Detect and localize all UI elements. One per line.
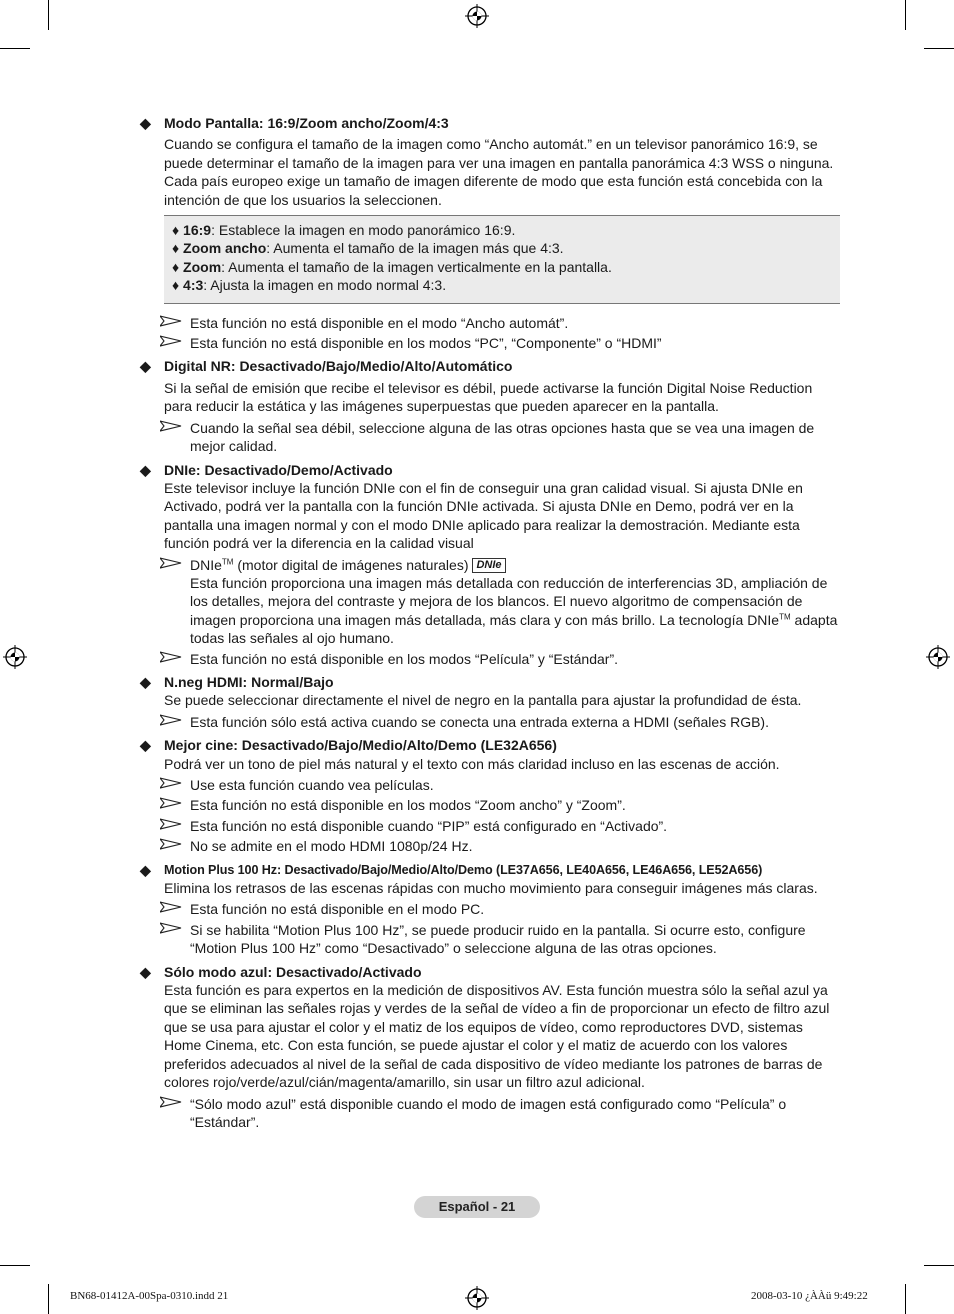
note-text: Si se habilita “Motion Plus 100 Hz”, se puede producir ruido en la pantalla. Si ocurre esto, configure “Motion Plus 100 Hz” como “Desactivado” o seleccione alguna de las otras opciones. bbox=[190, 921, 806, 957]
section-solo-modo-azul bbox=[140, 963, 840, 1132]
option-item: ♦ 16:9: Establece la imagen en modo panorámico 16:9. bbox=[172, 222, 516, 239]
section-title-text: Mejor cine: Desactivado/Bajo/Medio/Alto/Demo (LE32A656) bbox=[164, 737, 557, 754]
option-text: : Aumenta el tamaño de la imagen verticalmente en la pantalla. bbox=[221, 258, 612, 275]
section-title-text: DNIe: Desactivado/Demo/Activado bbox=[164, 461, 393, 478]
crop-mark bbox=[48, 0, 49, 30]
option-text: : Ajusta la imagen en modo normal 4:3. bbox=[203, 277, 447, 294]
print-slug-file: BN68-01412A-00Spa-0310.indd 21 bbox=[70, 1290, 229, 1302]
note bbox=[140, 837, 840, 855]
crop-mark bbox=[924, 48, 954, 49]
option-label: Zoom bbox=[183, 258, 222, 275]
option-box bbox=[164, 215, 840, 304]
arrow-note-icon bbox=[160, 797, 182, 809]
arrow-note-icon bbox=[160, 1096, 182, 1108]
note-text: Esta función proporciona una imagen más detallada con reducción de interferencias 3D, ampliación de los detalles, mejora del contraste y mejora de los blancos. El nuevo algoritmo de compensación de imagen proporciona una imagen más detallada, más clara y con más brillo. La tecnología DNIe bbox=[190, 574, 828, 628]
section-title bbox=[140, 736, 840, 754]
arrow-note-icon bbox=[160, 777, 182, 789]
option-label: Zoom ancho bbox=[183, 240, 267, 257]
option-item: ♦ Zoom ancho: Aumenta el tamaño de la imagen más que 4:3. bbox=[172, 240, 564, 257]
note bbox=[140, 900, 840, 918]
crop-mark bbox=[0, 48, 30, 49]
note-text: Esta función no está disponible en el modo “Ancho automát”. bbox=[190, 314, 569, 331]
dnie-logo-icon: DNIe bbox=[472, 558, 505, 573]
note-text: Esta función no está disponible cuando “PIP” está configurado en “Activado”. bbox=[190, 817, 668, 834]
section-title bbox=[140, 673, 840, 691]
option-text: : Aumenta el tamaño de la imagen más que 4:3. bbox=[266, 240, 564, 257]
note bbox=[140, 817, 840, 835]
note-text: DNIe bbox=[190, 556, 222, 573]
diamond-icon: ◆ bbox=[140, 461, 151, 478]
trademark: TM bbox=[221, 556, 234, 566]
diamond-icon: ◆ bbox=[140, 115, 151, 131]
crop-mark bbox=[905, 1284, 906, 1314]
crop-mark bbox=[905, 0, 906, 30]
section-title bbox=[140, 963, 840, 981]
section-paragraph: Elimina los retrasos de las escenas rápidas con mucho movimiento para conseguir imágenes más claras. bbox=[164, 880, 818, 897]
note bbox=[140, 556, 840, 648]
section-title bbox=[140, 114, 840, 132]
option-label: 4:3 bbox=[183, 277, 204, 294]
note-text: Esta función no está disponible en el modo PC. bbox=[190, 901, 485, 918]
note bbox=[140, 419, 840, 456]
arrow-note-icon bbox=[160, 818, 182, 830]
registration-mark-icon bbox=[465, 1286, 489, 1310]
crop-mark bbox=[0, 1265, 30, 1266]
diamond-icon: ◆ bbox=[140, 963, 151, 980]
section-dnie bbox=[140, 461, 840, 668]
arrow-note-icon bbox=[160, 714, 182, 726]
note-text: Esta función sólo está activa cuando se conecta una entrada externa a HDMI (señales RGB). bbox=[190, 713, 769, 730]
section-title bbox=[140, 861, 840, 879]
note bbox=[140, 1095, 840, 1132]
option-text: : Establece la imagen en modo panorámico 16:9. bbox=[211, 222, 516, 239]
note bbox=[140, 650, 840, 668]
arrow-note-icon bbox=[160, 922, 182, 934]
note bbox=[140, 713, 840, 731]
option-item: ♦ 4:3: Ajusta la imagen en modo normal 4:3. bbox=[172, 277, 447, 294]
section-paragraph: Se puede seleccionar directamente el nivel de negro en la pantalla para ajustar la profundidad de ésta. bbox=[164, 692, 802, 709]
note bbox=[140, 796, 840, 814]
diamond-icon: ◆ bbox=[140, 737, 151, 754]
section-title bbox=[140, 461, 840, 479]
registration-mark-icon bbox=[3, 645, 27, 669]
diamond-icon: ◆ bbox=[140, 358, 151, 375]
section-digital-nr bbox=[140, 357, 840, 455]
arrow-note-icon bbox=[160, 420, 182, 432]
note-text: “Sólo modo azul” está disponible cuando el modo de imagen está configurado como “Película” o “Estándar”. bbox=[190, 1095, 787, 1130]
section-paragraph: Podrá ver un tono de piel más natural y el texto con más claridad incluso en las escenas de acción. bbox=[164, 755, 780, 772]
arrow-note-icon bbox=[160, 838, 182, 850]
crop-mark bbox=[48, 1284, 49, 1314]
note-text: (motor digital de imágenes naturales) bbox=[233, 556, 469, 573]
option-item: ♦ Zoom: Aumenta el tamaño de la imagen verticalmente en la pantalla. bbox=[172, 258, 612, 275]
registration-mark-icon bbox=[465, 4, 489, 28]
section-modo-pantalla bbox=[140, 114, 840, 352]
section-title-text: N.neg HDMI: Normal/Bajo bbox=[164, 673, 334, 690]
note-text: Cuando la señal sea débil, seleccione alguna de las otras opciones hasta que se vea una imagen de mejor calidad. bbox=[190, 419, 815, 455]
note-text: Esta función no está disponible en los modos “Película” y “Estándar”. bbox=[190, 650, 619, 667]
section-title-text: Sólo modo azul: Desactivado/Activado bbox=[164, 963, 422, 980]
note bbox=[140, 314, 840, 332]
print-slug-date: 2008-03-10 ¿ÀÀü 9:49:22 bbox=[751, 1290, 868, 1302]
section-paragraph: Cuando se configura el tamaño de la imagen como “Ancho automát.” en un televisor panorámico 16:9, se puede determinar el tamaño de la imagen para ver una imagen en pantalla panorámica 4:3 WSS o ninguna. Cada país europeo exige un tamaño de imagen diferente de modo que esta función está concebida con la intención de que los usuarios la seleccionen. bbox=[164, 136, 834, 208]
crop-mark bbox=[924, 1265, 954, 1266]
section-title bbox=[140, 357, 840, 375]
section-paragraph: Si la señal de emisión que recibe el televisor es débil, puede activarse la función Digital Noise Reduction para reducir la estática y las imágenes superpuestas que pueden aparecer en la pantalla. bbox=[164, 379, 813, 415]
trademark: TM bbox=[779, 612, 791, 622]
note bbox=[140, 776, 840, 794]
option-label: 16:9 bbox=[183, 222, 212, 239]
arrow-note-icon bbox=[160, 651, 182, 663]
section-title-text: Modo Pantalla: 16:9/Zoom ancho/Zoom/4:3 bbox=[164, 115, 449, 131]
arrow-note-icon bbox=[160, 315, 182, 327]
section-paragraph: Este televisor incluye la función DNIe con el fin de conseguir una gran calidad visual. Si ajusta DNIe en Activado, podrá ver la pantalla con la función DNIe activada. Si ajusta DNIe en Demo, podrá ver en la pantalla una imagen normal y con el modo DNIe aplicado para realizar la demostración. Mediante esta función podrá ver la diferencia en la calidad visual bbox=[164, 479, 803, 552]
note-text: Esta función no está disponible en los modos “PC”, “Componente” o “HDMI” bbox=[190, 335, 662, 352]
note-text: No se admite en el modo HDMI 1080p/24 Hz. bbox=[190, 838, 473, 855]
arrow-note-icon bbox=[160, 335, 182, 347]
note-text: Esta función no está disponible en los modos “Zoom ancho” y “Zoom”. bbox=[190, 797, 626, 814]
arrow-note-icon bbox=[160, 557, 182, 569]
section-mejor-cine bbox=[140, 736, 840, 855]
diamond-icon: ◆ bbox=[140, 673, 151, 690]
manual-content bbox=[140, 114, 840, 1136]
section-nneg-hdmi bbox=[140, 673, 840, 731]
note bbox=[140, 334, 840, 352]
section-paragraph: Esta función es para expertos en la medición de dispositivos AV. Esta función muestra sólo la señal azul ya que se eliminan las señales rojas y verdes de la señal de vídeo a fin de proporcionar un efecto de filtro azul que se usa para ajustar el color y el matiz de los equipos de vídeo, como reproductores DVD, sistemas Home Cinema, etc. Con esta función, se puede ajustar el color y el matiz de acuerdo con los valores preferidos adecuados al nivel de la señal de cada dispositivo de vídeo mediante los patrones de barras de colores rojo/verde/azul/cián/magenta/amarillo, sin usar un filtro azul adicional. bbox=[164, 982, 830, 1091]
note bbox=[140, 921, 840, 958]
section-motion-plus bbox=[140, 861, 840, 958]
section-title-text: Digital NR: Desactivado/Bajo/Medio/Alto/Automático bbox=[164, 358, 513, 375]
section-title-text: Motion Plus 100 Hz: Desactivado/Bajo/Medio/Alto/Demo (LE37A656, LE40A656, LE46A656, LE52A656) bbox=[164, 862, 763, 877]
registration-mark-icon bbox=[926, 645, 950, 669]
diamond-icon: ◆ bbox=[140, 861, 151, 878]
note-text: Use esta función cuando vea películas. bbox=[190, 777, 434, 793]
arrow-note-icon bbox=[160, 901, 182, 913]
page-number-badge: Español - 21 bbox=[414, 1196, 540, 1218]
note-text: adapta todas las señales al ojo humano. bbox=[190, 611, 838, 647]
